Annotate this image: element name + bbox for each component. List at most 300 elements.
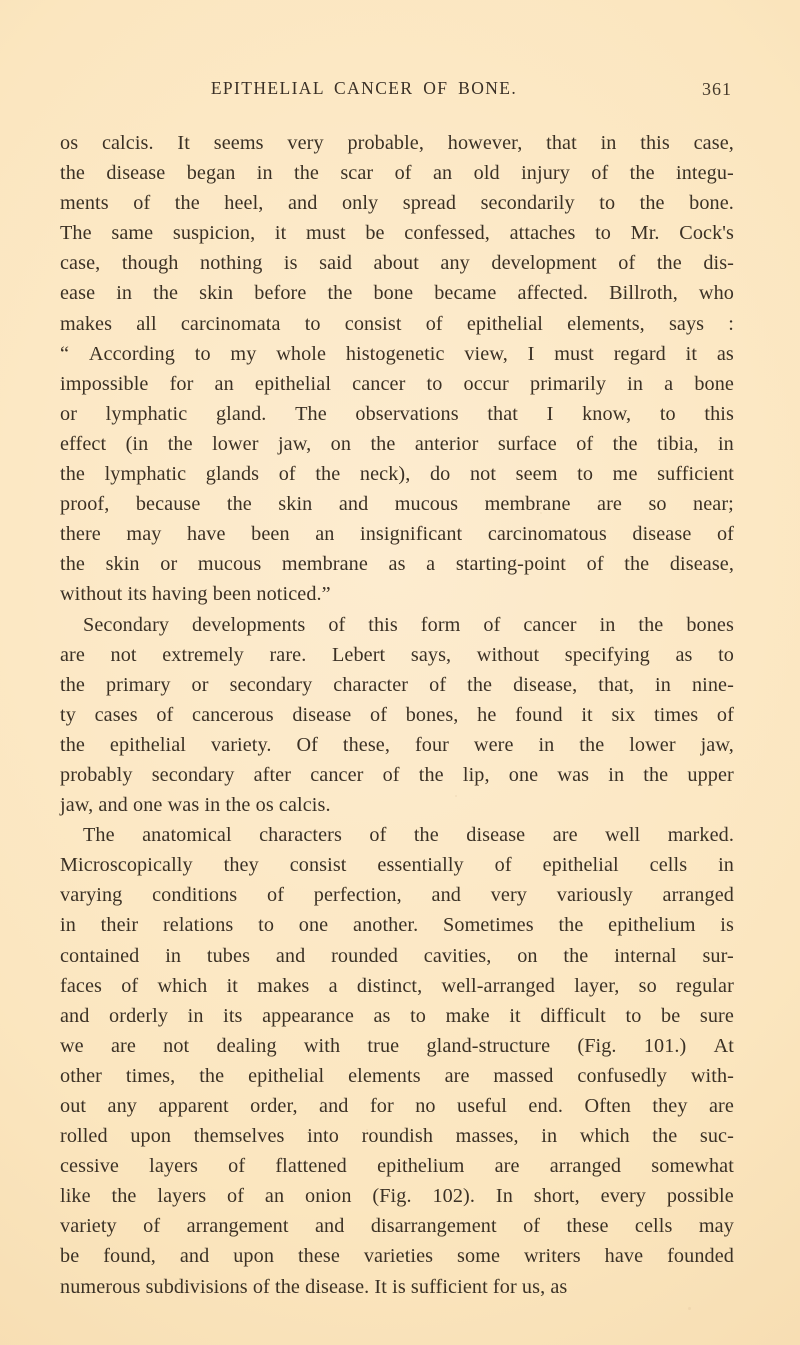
- running-head: [60, 78, 732, 104]
- word: some: [457, 1245, 501, 1268]
- word: founded: [667, 1245, 734, 1268]
- word: nothing: [200, 252, 263, 275]
- word: four: [414, 733, 449, 756]
- word: case,: [60, 252, 101, 275]
- word: not: [110, 643, 137, 666]
- word: in: [541, 1125, 558, 1148]
- word: variously: [556, 884, 633, 907]
- word: specifying: [564, 643, 650, 666]
- word: impossible: [60, 372, 149, 395]
- word: so: [638, 974, 657, 997]
- word: the: [558, 914, 584, 937]
- word: case,: [693, 132, 734, 154]
- word: these,: [342, 733, 391, 756]
- word: disease,: [513, 673, 578, 696]
- word: the: [199, 1064, 225, 1087]
- word: is: [283, 252, 298, 275]
- word: was: [557, 763, 590, 786]
- word: epithelial: [542, 854, 619, 877]
- word: it: [509, 1004, 521, 1027]
- word: of: [156, 703, 174, 726]
- word: layers: [149, 1155, 198, 1178]
- word: well-arranged: [441, 974, 555, 997]
- word: consist: [289, 854, 347, 877]
- word: are: [60, 643, 85, 666]
- word: and: [275, 944, 306, 967]
- word: any: [107, 1095, 137, 1117]
- text-line: [60, 1031, 734, 1061]
- word: makes: [257, 974, 310, 997]
- word: characters: [259, 824, 342, 847]
- word: make: [445, 1004, 490, 1027]
- word: the: [327, 282, 353, 305]
- word: “: [60, 342, 70, 365]
- word: the: [60, 162, 85, 185]
- word: before: [254, 282, 307, 305]
- word: affected.: [517, 282, 589, 305]
- word: the: [624, 553, 650, 576]
- word: of: [618, 252, 636, 275]
- word: as: [388, 553, 406, 576]
- word: the: [153, 282, 179, 305]
- word: to: [410, 1004, 426, 1027]
- text-line: [60, 369, 734, 399]
- word: bone: [373, 282, 414, 305]
- word: not: [163, 1034, 190, 1057]
- word: extremely: [162, 643, 244, 666]
- word: to: [625, 1004, 642, 1027]
- word: the: [370, 432, 396, 455]
- word: the: [643, 763, 669, 786]
- word: epithelium: [377, 1155, 465, 1178]
- word: the: [656, 252, 682, 275]
- word: Billroth,: [609, 282, 678, 305]
- word: faces: [60, 974, 102, 997]
- word: of: [716, 703, 734, 726]
- word: membrane: [281, 553, 368, 576]
- word: somewhat: [651, 1155, 734, 1178]
- word: dis-: [703, 252, 734, 275]
- word: observations: [355, 402, 459, 425]
- word: marked.: [667, 824, 734, 847]
- word: there: [60, 523, 101, 546]
- word: consist: [344, 312, 402, 335]
- word: jaw,: [700, 733, 734, 756]
- word: os: [60, 132, 79, 154]
- word: and: [431, 884, 461, 907]
- text-line: [60, 489, 734, 519]
- word: the: [652, 1125, 678, 1148]
- word: of: [394, 162, 412, 185]
- word: one: [298, 914, 329, 937]
- word: every: [600, 1185, 646, 1208]
- word: this: [640, 132, 670, 154]
- word: of: [576, 432, 594, 455]
- word: orderly: [109, 1004, 169, 1027]
- word: contained: [60, 944, 140, 967]
- word: tubes: [206, 944, 251, 967]
- word: rolled: [60, 1125, 108, 1148]
- word: not: [469, 463, 497, 486]
- word: be: [60, 1245, 80, 1268]
- word: Often: [584, 1095, 631, 1117]
- text-line: numerous subdivisions of the disease. It is sufficient for us, as: [60, 1275, 568, 1298]
- text-line: [60, 429, 734, 459]
- word: upon: [233, 1245, 275, 1268]
- word: epithelium: [608, 914, 696, 937]
- word: the: [60, 463, 85, 486]
- word: skin: [105, 553, 140, 576]
- word: we: [60, 1034, 84, 1057]
- word: the: [294, 162, 319, 185]
- word: essentially: [377, 854, 464, 877]
- word: old: [473, 162, 500, 185]
- word: in: [187, 1004, 204, 1027]
- word: another.: [353, 914, 419, 937]
- word: attaches: [509, 222, 576, 245]
- word: form: [420, 613, 461, 636]
- word: variety: [60, 1215, 117, 1238]
- word: bones: [686, 613, 734, 636]
- text-line: [60, 1211, 734, 1241]
- text-line: jaw, and one was in the os calcis.: [60, 794, 331, 817]
- word: it: [685, 342, 698, 365]
- word: It: [177, 132, 190, 154]
- word: of: [278, 463, 296, 486]
- word: the: [60, 673, 85, 696]
- text-line: [60, 549, 734, 579]
- word: of: [121, 974, 139, 997]
- word: may: [698, 1215, 734, 1238]
- word: variety.: [210, 733, 272, 756]
- word: roundish: [361, 1125, 434, 1148]
- word: do: [429, 463, 451, 486]
- word: lymphatic: [105, 402, 188, 425]
- word: development: [491, 252, 597, 275]
- word: that: [487, 402, 518, 425]
- word: of: [586, 553, 604, 576]
- word: or: [160, 553, 178, 576]
- text-line: [60, 1241, 734, 1271]
- word: to: [577, 463, 594, 486]
- word: the: [579, 733, 605, 756]
- word: and: [287, 192, 318, 215]
- word: these: [566, 1215, 609, 1238]
- word: six: [611, 703, 636, 726]
- word: rounded: [331, 944, 398, 967]
- word: it: [226, 974, 239, 997]
- word: bones,: [405, 703, 459, 726]
- word: sure: [699, 1004, 734, 1027]
- word: to: [194, 342, 211, 365]
- word: elements,: [567, 312, 645, 335]
- word: useful: [457, 1095, 507, 1117]
- word: that,: [598, 673, 635, 696]
- word: to: [258, 914, 275, 937]
- word: suc-: [699, 1125, 734, 1148]
- word: appearance: [262, 1004, 354, 1027]
- word: regard: [613, 342, 666, 365]
- word: in: [718, 854, 734, 877]
- word: of: [494, 854, 512, 877]
- word: developments: [192, 613, 306, 636]
- word: they: [223, 854, 259, 877]
- word: of: [267, 884, 285, 907]
- text-line: [60, 519, 734, 549]
- word: nine-: [691, 673, 734, 696]
- word: in: [116, 282, 133, 305]
- word: sufficient: [657, 463, 734, 486]
- word: to: [595, 222, 611, 245]
- word: arranged: [549, 1155, 622, 1178]
- text-line: [60, 248, 734, 278]
- word: and: [319, 1095, 349, 1117]
- text-line: [60, 1121, 734, 1151]
- word: the: [60, 733, 85, 756]
- word: into: [307, 1125, 339, 1148]
- word: proof,: [60, 493, 110, 516]
- word: been: [251, 523, 290, 546]
- word: themselves: [193, 1125, 285, 1148]
- word: upper: [687, 763, 734, 786]
- word: secondary: [229, 673, 313, 696]
- text-line: [60, 278, 734, 308]
- word: the: [467, 673, 493, 696]
- running-head-title: EPITHELIAL CANCER OF BONE.: [210, 78, 518, 98]
- word: probable,: [347, 132, 425, 154]
- word: makes: [60, 312, 113, 335]
- word: it: [274, 222, 287, 245]
- word: without: [476, 643, 540, 666]
- word: regular: [676, 974, 734, 997]
- word: arranged: [662, 884, 734, 907]
- word: however,: [447, 132, 523, 154]
- word: seem: [515, 463, 558, 486]
- word: calcis.: [101, 132, 154, 154]
- word: The: [295, 402, 327, 425]
- word: cells: [634, 1215, 673, 1238]
- word: starting-point: [455, 553, 567, 576]
- text-line: [60, 880, 734, 910]
- word: as: [716, 342, 734, 365]
- text-line: [60, 399, 734, 429]
- word: masses,: [455, 1125, 519, 1148]
- word: the: [418, 763, 444, 786]
- word: character: [333, 673, 409, 696]
- word: :: [728, 312, 734, 335]
- word: be: [661, 1004, 681, 1027]
- word: these: [297, 1245, 340, 1268]
- word: of: [483, 613, 501, 636]
- word: is: [720, 914, 734, 937]
- word: as: [675, 643, 693, 666]
- word: a: [328, 974, 338, 997]
- word: the: [226, 493, 252, 516]
- word: because: [135, 493, 201, 516]
- text-line: [60, 640, 734, 670]
- word: whole: [276, 342, 327, 365]
- text-line: [60, 1091, 734, 1121]
- word: perfection,: [313, 884, 402, 907]
- word: difficult: [540, 1004, 606, 1027]
- word: and: [314, 1215, 345, 1238]
- word: the: [638, 613, 664, 636]
- word: epithelial: [254, 372, 332, 395]
- word: The: [83, 824, 115, 847]
- text-line: [60, 1181, 734, 1211]
- word: 101.): [643, 1034, 687, 1057]
- word: primary: [105, 673, 171, 696]
- word: of: [227, 1185, 245, 1208]
- word: lower: [629, 733, 676, 756]
- word: and: [60, 1004, 90, 1027]
- word: cavities,: [423, 944, 492, 967]
- word: in: [599, 613, 616, 636]
- word: possible: [666, 1185, 734, 1208]
- word: layer,: [574, 974, 620, 997]
- word: very: [287, 132, 324, 154]
- word: with: [303, 1034, 341, 1057]
- text-line: [60, 339, 734, 369]
- word: or: [191, 673, 209, 696]
- word: it: [581, 703, 593, 726]
- word: confessed,: [404, 222, 490, 245]
- word: Mr.: [630, 222, 660, 245]
- word: which: [157, 974, 208, 997]
- word: after: [253, 763, 292, 786]
- word: which: [579, 1125, 630, 1148]
- page-number: 361: [702, 79, 732, 99]
- word: short,: [533, 1185, 580, 1208]
- word: in: [165, 944, 182, 967]
- word: suspicion,: [172, 222, 256, 245]
- word: mucous: [197, 553, 262, 576]
- word: Sometimes: [443, 914, 534, 937]
- word: the: [639, 192, 665, 215]
- word: only: [341, 192, 379, 215]
- word: heel,: [224, 192, 264, 215]
- word: found: [515, 703, 563, 726]
- word: Of: [296, 733, 318, 756]
- text-line: [60, 941, 734, 971]
- word: effect: [60, 432, 107, 455]
- word: their: [100, 914, 139, 937]
- word: true: [367, 1034, 400, 1057]
- word: are: [597, 493, 622, 516]
- word: to: [599, 192, 616, 215]
- word: anterior: [414, 432, 479, 455]
- word: occur: [463, 372, 509, 395]
- word: to: [426, 372, 443, 395]
- text-line: [60, 128, 734, 158]
- word: must: [306, 222, 346, 245]
- word: to: [718, 643, 734, 666]
- word: cancer: [352, 372, 406, 395]
- word: as: [373, 1004, 391, 1027]
- word: in: [655, 673, 671, 696]
- word: times: [653, 703, 699, 726]
- word: the: [167, 432, 193, 455]
- word: probably: [60, 763, 133, 786]
- word: an: [315, 523, 335, 546]
- word: of: [716, 523, 734, 546]
- word: says: [668, 312, 705, 335]
- word: this: [704, 402, 734, 425]
- word: the: [174, 192, 200, 215]
- word: surface: [497, 432, 557, 455]
- word: Cock's: [679, 222, 734, 245]
- word: a: [664, 372, 674, 395]
- text-line: [60, 850, 734, 880]
- word: conditions: [152, 884, 238, 907]
- text-line: [60, 971, 734, 1001]
- body-text-block: [60, 128, 734, 1302]
- word: in: [627, 372, 644, 395]
- word: ease: [60, 282, 96, 305]
- word: secondarily: [480, 192, 575, 215]
- text-line: [60, 760, 734, 790]
- word: for: [369, 1095, 394, 1117]
- word: Lebert: [331, 643, 386, 666]
- word: this: [368, 613, 398, 636]
- word: its: [223, 1004, 243, 1027]
- word: one: [508, 763, 539, 786]
- word: bone: [694, 372, 734, 395]
- word: mucous: [394, 493, 459, 516]
- word: like: [60, 1185, 91, 1208]
- word: injury: [521, 162, 570, 185]
- word: dealing: [216, 1034, 277, 1057]
- word: of: [523, 1215, 541, 1238]
- word: on: [517, 944, 538, 967]
- word: neck),: [359, 463, 411, 486]
- word: the: [563, 944, 589, 967]
- word: confusedly: [577, 1064, 667, 1087]
- word: an: [214, 372, 234, 395]
- text-line: [60, 218, 734, 248]
- word: very: [490, 884, 527, 907]
- word: spread: [402, 192, 457, 215]
- word: Microscopically: [60, 854, 193, 877]
- word: of: [591, 162, 609, 185]
- word: onion: [305, 1185, 352, 1208]
- word: According: [88, 342, 175, 365]
- word: the: [60, 553, 85, 576]
- text-line: [60, 188, 734, 218]
- word: a: [426, 553, 436, 576]
- word: me: [612, 463, 638, 486]
- word: disease: [632, 523, 692, 546]
- word: of: [133, 192, 151, 215]
- word: other: [60, 1064, 102, 1087]
- word: lower: [212, 432, 259, 455]
- word: for: [169, 372, 194, 395]
- word: of: [425, 312, 443, 335]
- word: be: [365, 222, 385, 245]
- text-line: [60, 1001, 734, 1031]
- word: disease,: [669, 553, 734, 576]
- word: were: [473, 733, 514, 756]
- word: of: [429, 673, 447, 696]
- word: in: [538, 733, 555, 756]
- word: my: [230, 342, 257, 365]
- word: have: [187, 523, 226, 546]
- word: cancer: [523, 613, 577, 636]
- word: (Fig.: [577, 1034, 617, 1057]
- text-line: [60, 1061, 734, 1091]
- text-line: [60, 158, 734, 188]
- word: well: [605, 824, 641, 847]
